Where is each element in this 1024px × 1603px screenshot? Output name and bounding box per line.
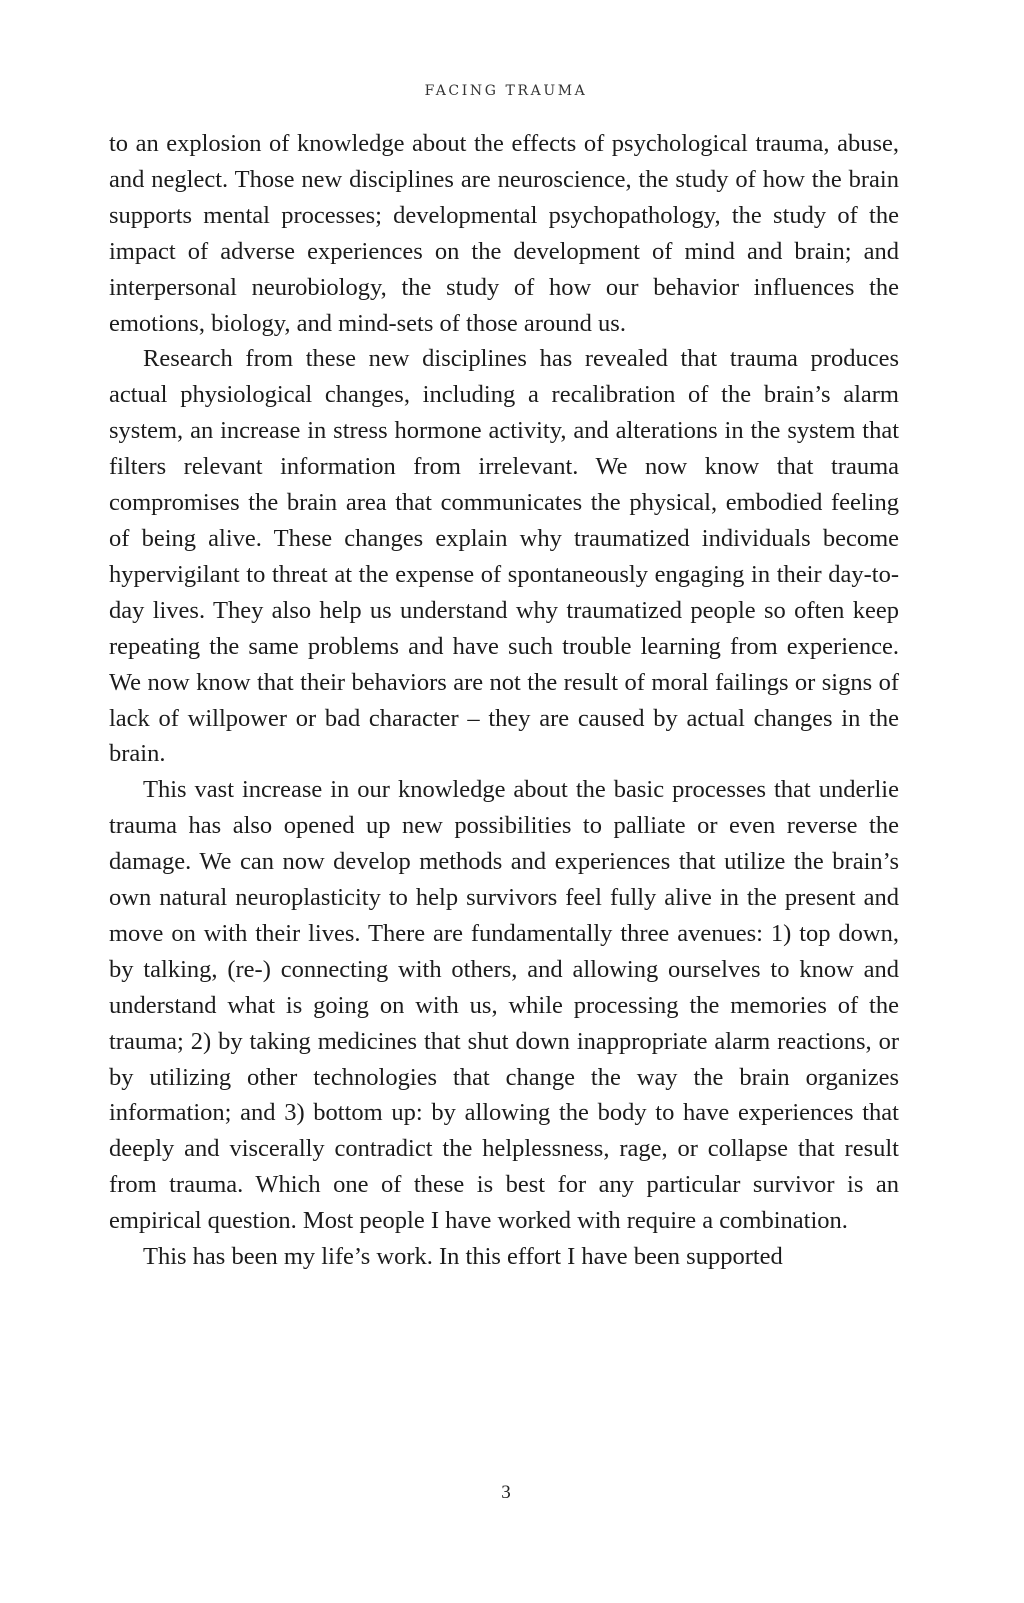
body-text [109, 126, 899, 1275]
paragraph-3: This vast increase in our knowledge about the basic processes that underlie trauma has also opened up new possibilities to palliate or even reverse the damage. We can now develop methods and experiences that utilize the brain’s own natural neuroplasticity to help survivors feel fully alive in the present and move on with their lives. There are fundamentally three avenues: 1) top down, by talking, (re-) connecting with others, and allowing ourselves to know and understand what is going on with us, while processing the memories of the trauma; 2) by taking medicines that shut down inappropriate alarm reactions, or by utilizing other technologies that change the way the brain organizes information; and 3) bottom up: by allowing the body to have experiences that deeply and viscerally contradict the helplessness, rage, or collapse that result from trauma. Which one of these is best for any particular survivor is an empirical question. Most people I have worked with require a combination. [109, 776, 899, 1235]
paragraph-2: Research from these new disciplines has revealed that trauma produces actual physiological changes, including a recalibration of the brain’s alarm system, an increase in stress hormone activity, and alterations in the system that filters relevant information from irrelevant. We now know that trauma compromises the brain area that communicates the physical, embodied feeling of being alive. These changes explain why traumatized individuals become hypervigilant to threat at the expense of spontaneously engaging in their day-to-day lives. They also help us understand why traumatized people so often keep repeating the same problems and have such trouble learning from experience. We now know that their behaviors are not the result of moral failings or signs of lack of willpower or bad character – they are caused by actual changes in the brain. [109, 345, 899, 768]
paragraph-1: to an explosion of knowledge about the effects of psychological trauma, abuse, and neglect. Those new disciplines are neuroscience, the study of how the brain supports mental processes; developmental psychopathology, the study of the impact of adverse experiences on the development of mind and brain; and interpersonal neurobiology, the study of how our behavior influences the emotions, biology, and mind-sets of those around us. [109, 130, 899, 337]
running-head: FACING TRAUMA [424, 83, 588, 99]
paragraph-4: This has been my life’s work. In this effort I have been supported [143, 1243, 783, 1271]
page-number: 3 [501, 1482, 511, 1503]
